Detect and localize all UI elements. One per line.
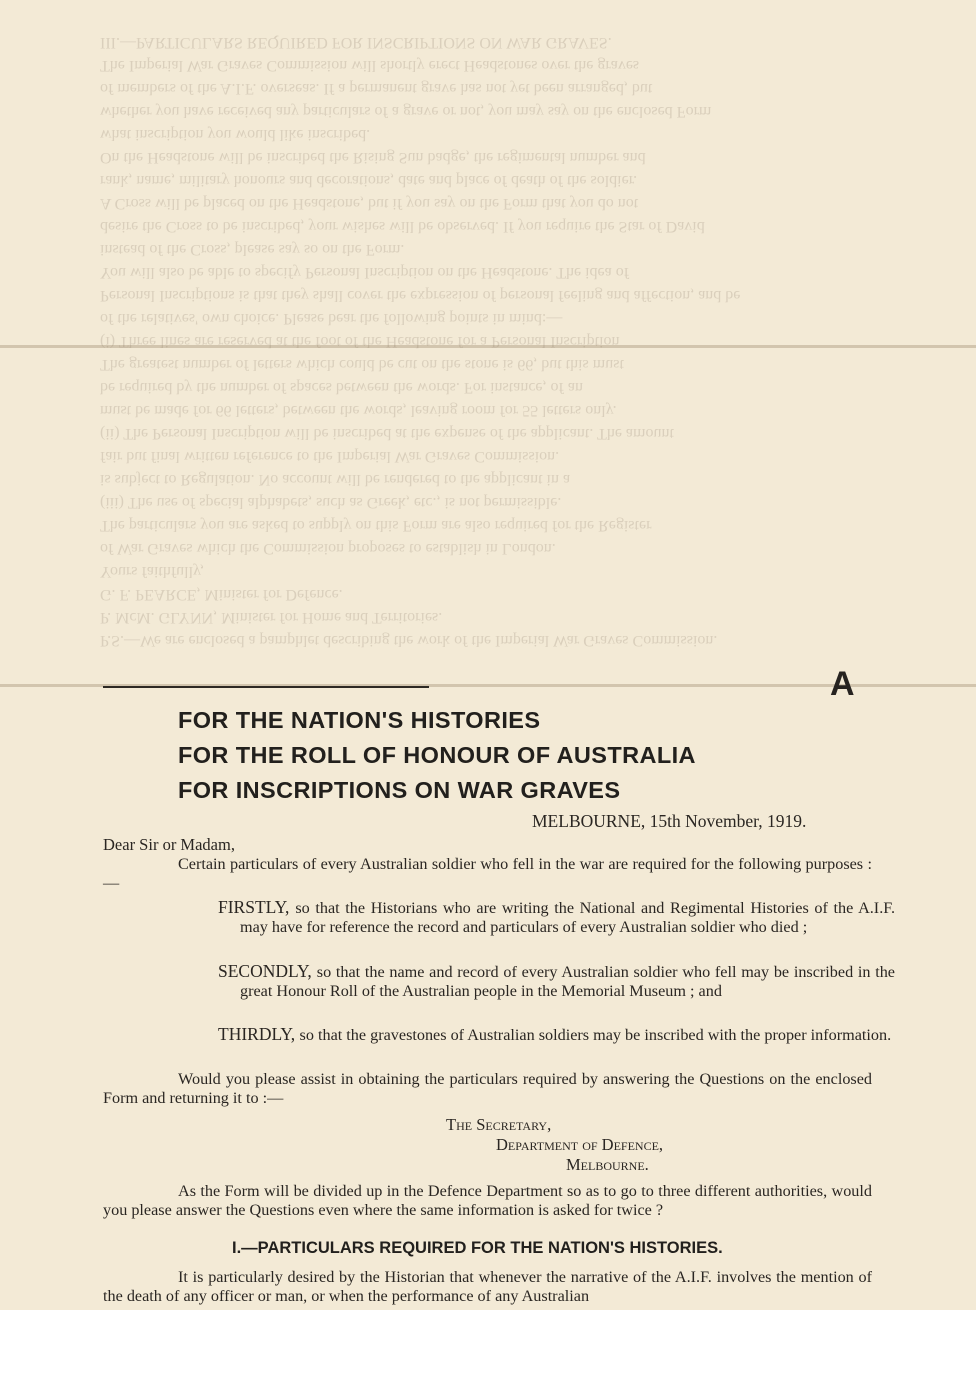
bleed-line: G. F. PEARCE, Minister for Defence. — [100, 586, 343, 603]
purpose-item — [218, 962, 895, 1001]
salutation: Dear Sir or Madam, — [103, 835, 235, 854]
bleed-line: P.S.—We are enclosed a pamphlet describing the work of the Imperial War Graves Commission. — [100, 632, 718, 649]
bleed-line: instead of the Cross, please say so on the Form. — [100, 241, 405, 258]
bleed-line: must be made for 66 letters, between the words, leaving room for 55 letters only. — [100, 402, 617, 419]
bleed-line: A Cross will be placed on the Headstone, but if you say on the Form that you do not — [100, 195, 639, 212]
address-line: Melbourne. — [566, 1155, 649, 1174]
address-line: The Secretary, — [446, 1115, 552, 1134]
bleed-line: Yours faithfully, — [100, 563, 205, 580]
purpose-text: so that the name and record of every Australian soldier who fell may be inscribed in the great Honour Roll of the Australian people in the Memorial Museum ; and — [240, 963, 895, 1000]
bleed-line: of members of the A.I.F. overseas. If a permanent grave has not yet been arranged, but — [100, 80, 653, 97]
bleed-line: Personal Inscriptions is that they shall cover the expression of personal feeling and affection, and be — [100, 287, 741, 304]
purpose-item — [218, 1025, 895, 1045]
purpose-text: so that the Historians who are writing the National and Regimental Histories of the A.I.F. may have for reference the record and particulars of every Australian soldier who died ; — [240, 899, 895, 936]
note-paragraph: As the Form will be divided up in the Defence Department so as to go to three different authorities, would you please answer the Questions even where the same information is asked for twice ? — [103, 1182, 872, 1219]
letter-headings — [178, 703, 898, 808]
bleed-line: III.—PARTICULARS REQUIRED FOR INSCRIPTIONS ON WAR GRAVES. — [100, 34, 612, 51]
bleed-line: The Imperial War Graves Commission will shortly erect Headstones over the graves — [100, 57, 640, 74]
form-letter: A — [830, 665, 855, 703]
bleed-through-text — [100, 30, 880, 651]
bleed-line: be required by the number of spaces between the words. For instance, of an — [100, 379, 583, 396]
heading-line: FOR THE NATION'S HISTORIES — [178, 707, 541, 733]
bleed-line: of War Graves which the Commission proposes to establish in London. — [100, 540, 556, 557]
bleed-line: rank, name, military honours and decorations, date and place of death of the soldier. — [100, 172, 638, 189]
bleed-line: (iii) The use of special alphabets, such as Greek, etc., is not permissible. — [100, 494, 562, 511]
dateline: MELBOURNE, 15th November, 1919. — [532, 811, 807, 831]
bleed-line: The particulars you are asked to supply on this Form are also required for the Register — [100, 517, 652, 534]
bleed-line: (ii) The Personal Inscription will be inscribed at the expense of the applicant. The amount — [100, 425, 674, 442]
bleed-line: whether you have received any particulars of a grave or not, you may say on the enclosed Form — [100, 103, 712, 120]
bleed-line: On the Headstone will be inscribed the Rising Sun badge, the regimental number and — [100, 149, 646, 166]
fold-crease — [0, 345, 976, 348]
bleed-line: of the relatives' own choice. Please bear the following points in mind:— — [100, 310, 563, 327]
purpose-text: so that the gravestones of Australian soldiers may be inscribed with the proper information. — [299, 1026, 892, 1044]
bleed-line: fair but final written reference to the Imperial War Graves Commission. — [100, 448, 560, 465]
bleed-line: You will also be able to specify Personal Inscription on the Headstone. The idea of — [100, 264, 630, 281]
purpose-lead: SECONDLY, — [218, 961, 317, 981]
purpose-item — [218, 898, 895, 937]
section-title: I.—PARTICULARS REQUIRED FOR THE NATION'S HISTORIES. — [232, 1239, 723, 1257]
bleed-line: is subject to Regulation. No account will be rendered to the applicant in a — [100, 471, 571, 488]
bleed-line: what inscription you would like inscribed. — [100, 126, 371, 143]
bleed-line: desire the Cross to be inscribed, your wishes will be observed. If you require the Star of David — [100, 218, 705, 235]
final-paragraph: It is particularly desired by the Historian that whenever the narrative of the A.I.F. involves the mention of the death of any officer or man, or when the performance of any Australian — [103, 1268, 872, 1305]
header-rule — [103, 686, 429, 688]
purpose-lead: FIRSTLY, — [218, 897, 296, 917]
heading-line: FOR INSCRIPTIONS ON WAR GRAVES — [178, 777, 621, 803]
bleed-line: The greatest number of letters which could be cut on the stone is 66, but this must — [100, 356, 624, 373]
purpose-lead: THIRDLY, — [218, 1024, 300, 1044]
request-paragraph: Would you please assist in obtaining the particulars required by answering the Questions on the enclosed Form and returning it to :— — [103, 1070, 872, 1107]
intro-paragraph: Certain particulars of every Australian soldier who fell in the war are required for the following purposes :— — [103, 855, 872, 892]
heading-line: FOR THE ROLL OF HONOUR OF AUSTRALIA — [178, 742, 696, 768]
bleed-line: (i) Three lines are reserved at the foot of the Headstone for a Personal Inscription — [100, 333, 620, 350]
address-line: Department of Defence, — [496, 1135, 664, 1154]
bleed-line: P. McM. GLYNN, Minister for Home and Territories. — [100, 609, 443, 626]
